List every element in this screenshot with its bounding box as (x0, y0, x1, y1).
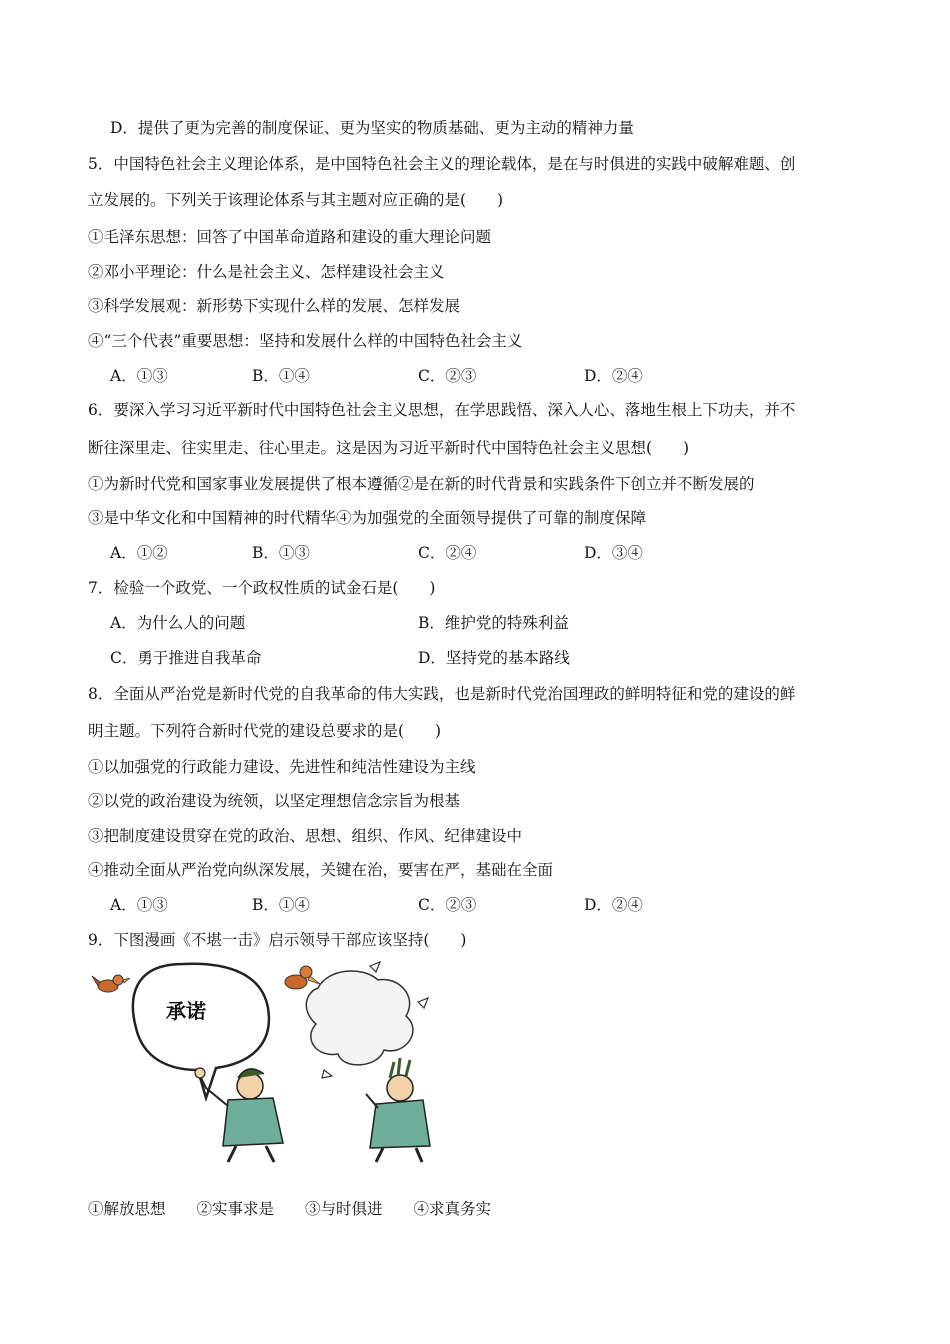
q6-item-line1: ①为新时代党和国家事业发展提供了根本遵循②是在新的时代背景和实践条件下创立并不断发展的 (88, 475, 755, 493)
q6-option-d[interactable]: D．③④ (584, 544, 643, 562)
q5-item-2: ②邓小平理论：什么是社会主义、怎样建设社会主义 (88, 263, 445, 281)
q8-option-a[interactable]: A．①③ (110, 896, 168, 914)
q5-item-1: ①毛泽东思想：回答了中国革命道路和建设的重大理论问题 (88, 228, 492, 246)
q5-option-b[interactable]: B．①④ (252, 367, 310, 385)
q7-option-d[interactable]: D．坚持党的基本路线 (418, 649, 570, 667)
q6-item-line2: ③是中华文化和中国精神的时代精华④为加强党的全面领导提供了可靠的制度保障 (88, 509, 647, 527)
q5-stem-line1: 5．中国特色社会主义理论体系，是中国特色社会主义的理论载体，是在与时俱进的实践中破解难题、创 (88, 155, 796, 173)
q8-item-1: ①以加强党的行政能力建设、先进性和纯洁性建设为主线 (88, 758, 476, 776)
q6-option-b[interactable]: B．①③ (252, 544, 310, 562)
cartoon-image (88, 958, 436, 1164)
q7-option-a[interactable]: A．为什么人的问题 (110, 614, 246, 632)
q6-option-a[interactable]: A．①② (110, 544, 168, 562)
q8-stem-line2: 明主题。下列符合新时代党的建设总要求的是( ) (88, 722, 442, 740)
q8-stem-line1: 8．全面从严治党是新时代党的自我革命的伟大实践，也是新时代党治国理政的鲜明特征和党的建设的鲜 (88, 685, 796, 703)
q8-item-2: ②以党的政治建设为统领，以坚定理想信念宗旨为根基 (88, 792, 461, 810)
q8-option-b[interactable]: B．①④ (252, 896, 310, 914)
q5-option-c[interactable]: C．②③ (418, 367, 477, 385)
q9-stem: 9．下图漫画《不堪一击》启示领导干部应该坚持( ) (88, 931, 467, 949)
q8-item-3: ③把制度建设贯穿在党的政治、思想、组织、作风、纪律建设中 (88, 827, 523, 845)
bubble-text: 承诺 (166, 999, 206, 1023)
q5-item-4: ④“三个代表”重要思想：坚持和发展什么样的中国特色社会主义 (88, 332, 523, 350)
q5-option-a[interactable]: A．①③ (110, 367, 168, 385)
q6-stem-line2: 断往深里走、往实里走、往心里走。这是因为习近平新时代中国特色社会主义思想( ) (88, 439, 690, 457)
q5-item-3: ③科学发展观：新形势下实现什么样的发展、怎样发展 (88, 297, 461, 315)
q8-option-c[interactable]: C．②③ (418, 896, 477, 914)
q8-item-4: ④推动全面从严治党向纵深发展，关键在治，要害在严，基础在全面 (88, 861, 554, 879)
q8-option-d[interactable]: D．②④ (584, 896, 643, 914)
q6-stem-line1: 6．要深入学习习近平新时代中国特色社会主义思想，在学思践悟、深入人心、落地生根上下功夫，并不 (88, 401, 796, 419)
q4-option-d: D．提供了更为完善的制度保证、更为坚实的物质基础、更为主动的精神力量 (110, 119, 634, 137)
q6-option-c[interactable]: C．②④ (418, 544, 477, 562)
q7-option-b[interactable]: B．维护党的特殊利益 (418, 614, 569, 632)
q5-option-d[interactable]: D．②④ (584, 367, 643, 385)
q9-items: ①解放思想 ②实事求是 ③与时俱进 ④求真务实 (88, 1200, 492, 1218)
q5-stem-line2: 立发展的。下列关于该理论体系与其主题对应正确的是( ) (88, 191, 504, 209)
q7-stem: 7．检验一个政党、一个政权性质的试金石是( ) (88, 579, 436, 597)
q7-option-c[interactable]: C．勇于推进自我革命 (110, 649, 262, 667)
